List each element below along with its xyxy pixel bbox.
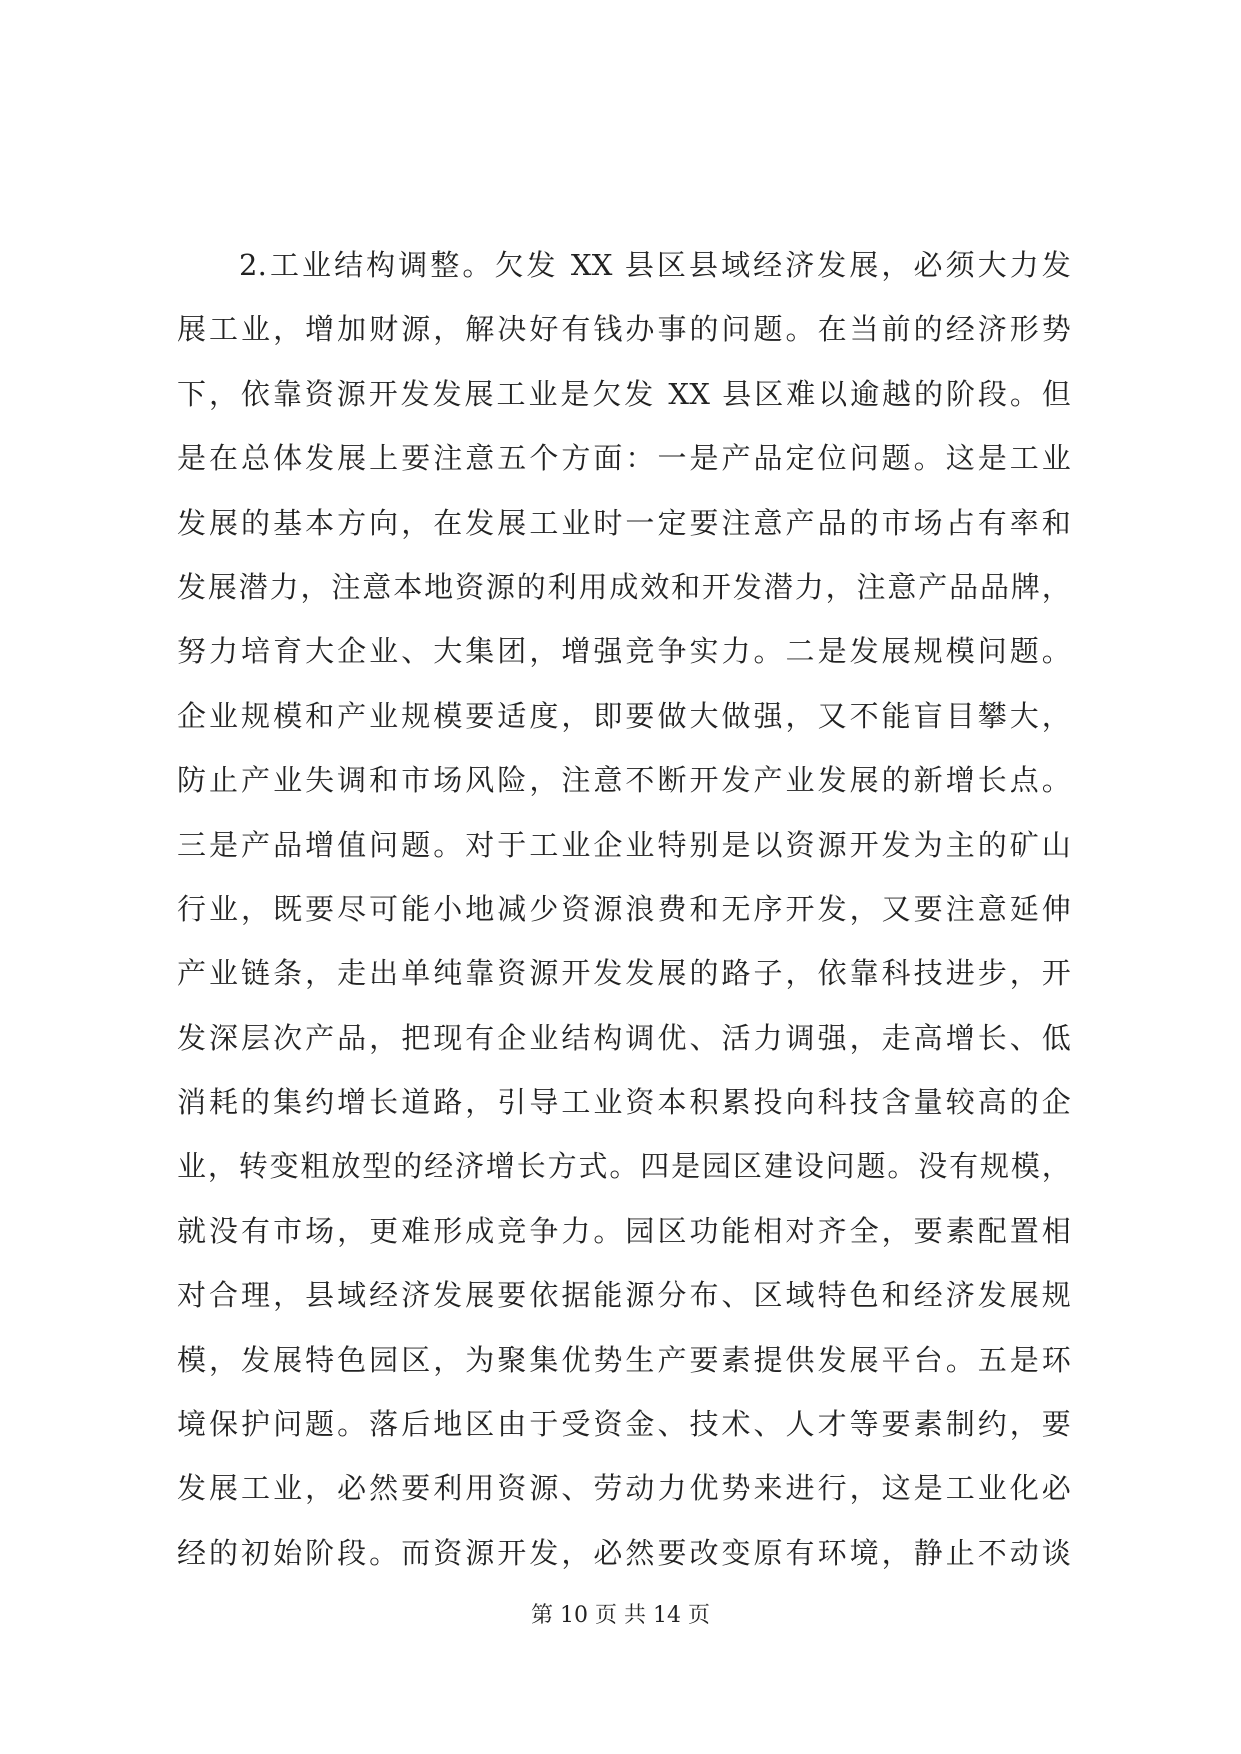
paragraph-line: 2.工业结构调整。欠发 XX 县区县域经济发展，必须大力发 [239, 248, 1071, 282]
paragraph-line: 企业规模和产业规模要适度，即要做大做强，又不能盲目攀大， [177, 698, 1071, 733]
paragraph-line: 就没有市场，更难形成竞争力。园区功能相对齐全，要素配置相 [177, 1213, 1071, 1248]
paragraph-line: 经的初始阶段。而资源开发，必然要改变原有环境，静止不动谈 [177, 1535, 1071, 1570]
paragraph-line: 消耗的集约增长道路，引导工业资本积累投向科技含量较高的企 [177, 1085, 1071, 1120]
paragraph-line: 下，依靠资源开发发展工业是欠发 XX 县区难以逾越的阶段。但 [177, 376, 1071, 411]
paragraph-line: 对合理，县域经济发展要依据能源分布、区域特色和经济发展规 [177, 1278, 1071, 1313]
paragraph-line: 模，发展特色园区，为聚集优势生产要素提供发展平台。五是环 [177, 1342, 1071, 1377]
paragraph-line: 产业链条，走出单纯靠资源开发发展的路子，依靠科技进步，开 [177, 956, 1071, 991]
paragraph-line: 发展工业，必然要利用资源、劳动力优势来进行，这是工业化必 [177, 1471, 1071, 1506]
paragraph-line: 发展潜力，注意本地资源的利用成效和开发潜力，注意产品品牌， [177, 569, 1071, 604]
paragraph-line: 三是产品增值问题。对于工业企业特别是以资源开发为主的矿山 [177, 827, 1071, 862]
paragraph-line: 发深层次产品，把现有企业结构调优、活力调强，走高增长、低 [177, 1020, 1071, 1055]
page-number-footer: 第 10 页 共 14 页 [531, 1603, 710, 1628]
paragraph-line: 展工业，增加财源，解决好有钱办事的问题。在当前的经济形势 [177, 312, 1071, 347]
paragraph-line: 业，转变粗放型的经济增长方式。四是园区建设问题。没有规模， [177, 1149, 1071, 1184]
paragraph-line: 境保护问题。落后地区由于受资金、技术、人才等要素制约，要 [177, 1407, 1071, 1442]
paragraph-line: 行业，既要尽可能小地减少资源浪费和无序开发，又要注意延伸 [177, 891, 1071, 926]
paragraph-line: 努力培育大企业、大集团，增强竞争实力。二是发展规模问题。 [177, 634, 1071, 669]
paragraph-line: 是在总体发展上要注意五个方面：一是产品定位问题。这是工业 [177, 441, 1071, 476]
paragraph-line: 防止产业失调和市场风险，注意不断开发产业发展的新增长点。 [177, 763, 1071, 798]
body-paragraph [177, 233, 1071, 1585]
paragraph-line: 发展的基本方向，在发展工业时一定要注意产品的市场占有率和 [177, 505, 1071, 540]
